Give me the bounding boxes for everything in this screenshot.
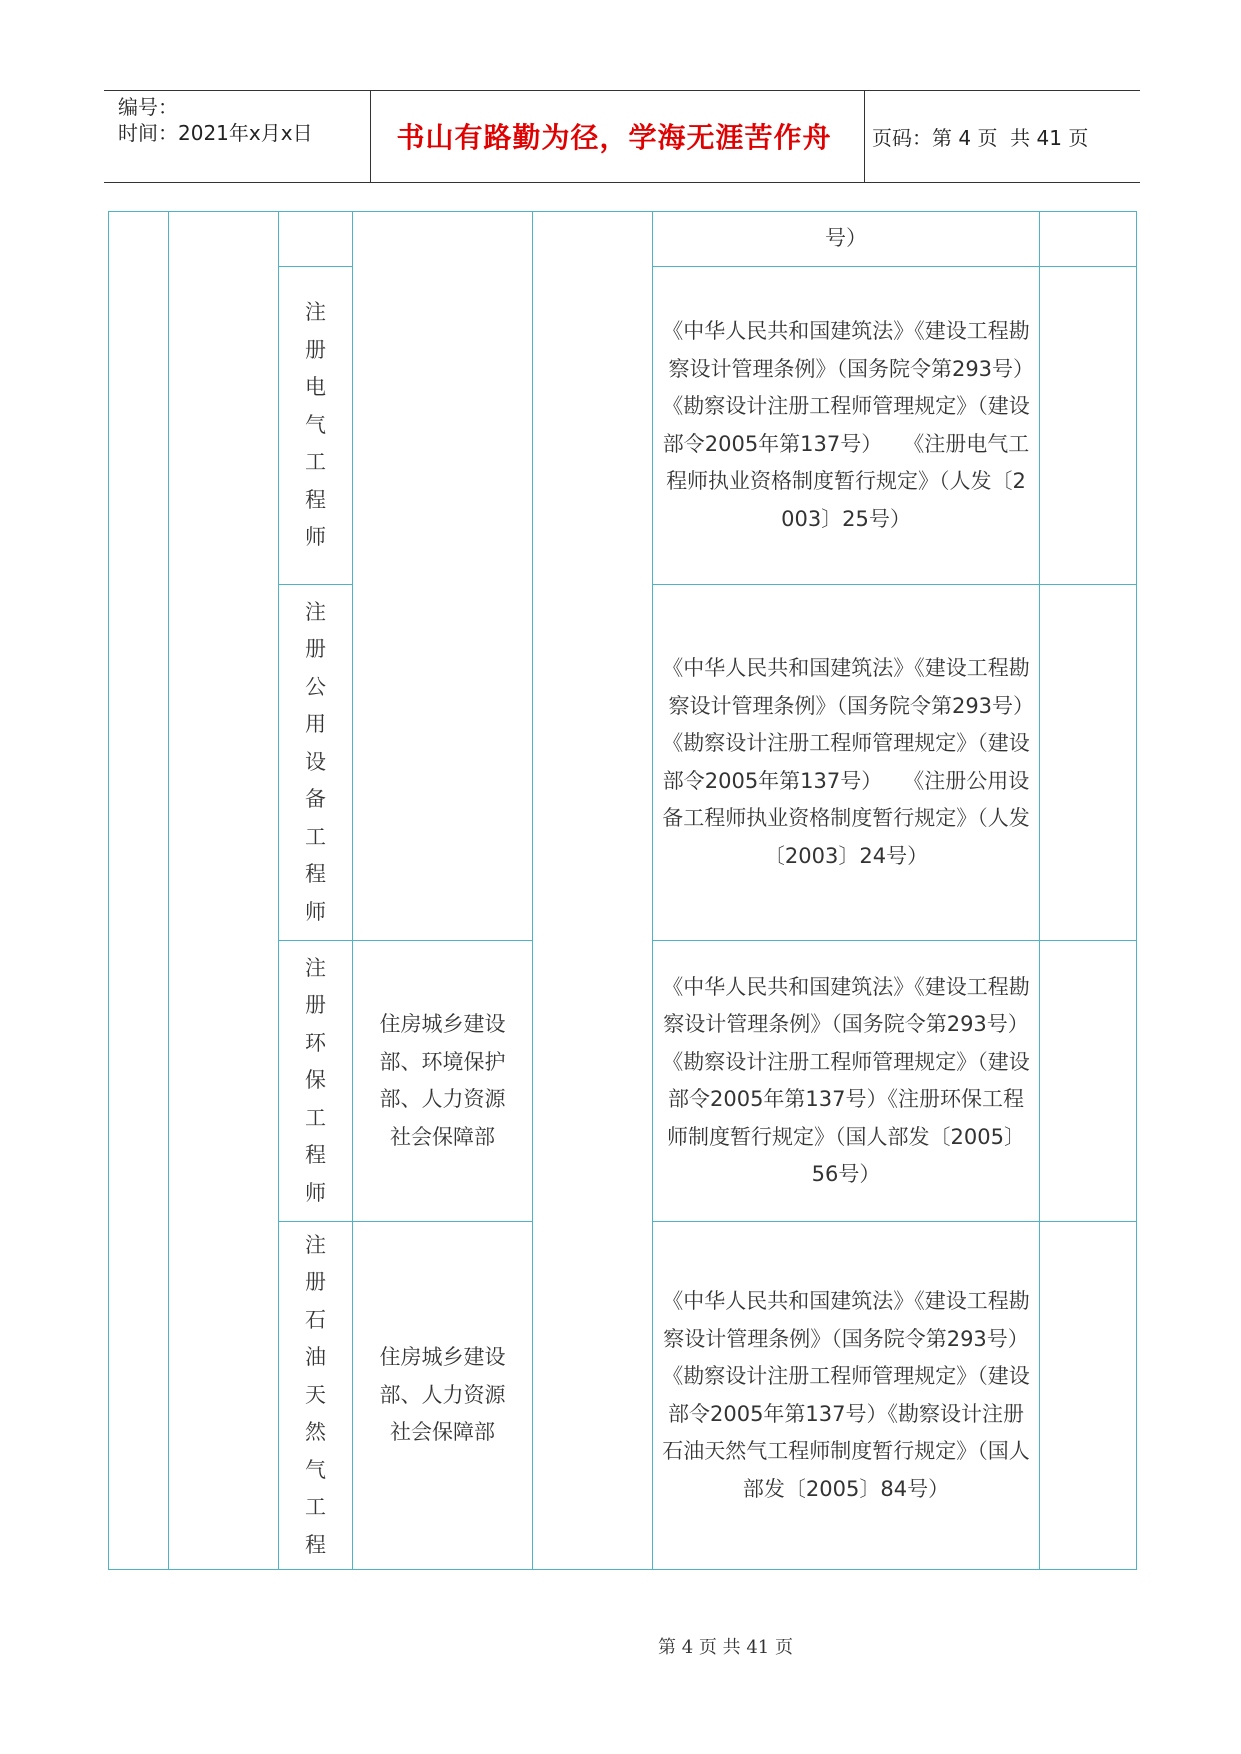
doc-number-label: 编号： bbox=[118, 95, 178, 119]
remarks-cell bbox=[1040, 212, 1137, 267]
department-cell: 住房城乡建设部、人力资源社会保障部 bbox=[353, 1222, 533, 1570]
doc-time-label: 时间：2021年x月x日 bbox=[118, 121, 313, 145]
header-motto: 书山有路勤为径，学海无涯苦作舟 bbox=[396, 121, 832, 154]
department-cell: 住房城乡建设部、环境保护部、人力资源社会保障部 bbox=[353, 941, 533, 1222]
table-row bbox=[109, 212, 1137, 267]
header-page-text: 页码：第 4 页 共 41 页 bbox=[872, 125, 1089, 150]
title-cell: 注册石油天然气工程 bbox=[279, 1222, 353, 1570]
header-meta bbox=[118, 90, 363, 146]
basis-cell: 《中华人民共和国建筑法》《建设工程勘察设计管理条例》（国务院令第293号）《勘察设计注册工程师管理规定》（建设部令2005年第137号）《注册环保工程师制度暂行规定》（国人部发〔2005〕56号） bbox=[653, 941, 1040, 1222]
basis-cell: 号） bbox=[653, 212, 1040, 267]
remarks-cell bbox=[1040, 941, 1137, 1222]
qualification-table bbox=[108, 211, 1136, 1571]
basis-cell: 《中华人民共和国建筑法》《建设工程勘察设计管理条例》（国务院令第293号） 《勘察设计注册工程师管理规定》（建设部令2005年第137号） 《注册电气工程师执业资格制度暂行规定》（人发〔2003〕25号） bbox=[653, 267, 1040, 585]
header-bottom-rule bbox=[104, 182, 1140, 183]
basis-cell: 《中华人民共和国建筑法》《建设工程勘察设计管理条例》（国务院令第293号）《勘察设计注册工程师管理规定》（建设部令2005年第137号）《勘察设计注册石油天然气工程师制度暂行规定》（国人部发〔2005〕84号） bbox=[653, 1222, 1040, 1570]
department-cell bbox=[353, 212, 533, 941]
remarks-cell bbox=[1040, 585, 1137, 941]
col-index-cell bbox=[109, 212, 169, 1570]
col-category-cell bbox=[169, 212, 279, 1570]
footer-page-number: 第 4 页 共 41 页 bbox=[658, 1637, 793, 1658]
header-divider-right bbox=[864, 90, 865, 182]
header-page-info bbox=[872, 90, 1088, 182]
title-cell: 注册电气工程师 bbox=[279, 267, 353, 585]
title-cell bbox=[279, 212, 353, 267]
title-cell: 注册公用设备工程师 bbox=[279, 585, 353, 941]
page-footer bbox=[0, 1633, 1241, 1659]
title-cell: 注册环保工程师 bbox=[279, 941, 353, 1222]
remarks-cell bbox=[1040, 267, 1137, 585]
col-blank-cell bbox=[533, 212, 653, 1570]
remarks-cell bbox=[1040, 1222, 1137, 1570]
basis-cell: 《中华人民共和国建筑法》《建设工程勘察设计管理条例》（国务院令第293号） 《勘察设计注册工程师管理规定》（建设部令2005年第137号） 《注册公用设备工程师执业资格制度暂行规定》（人发〔2003〕24号） bbox=[653, 585, 1040, 941]
